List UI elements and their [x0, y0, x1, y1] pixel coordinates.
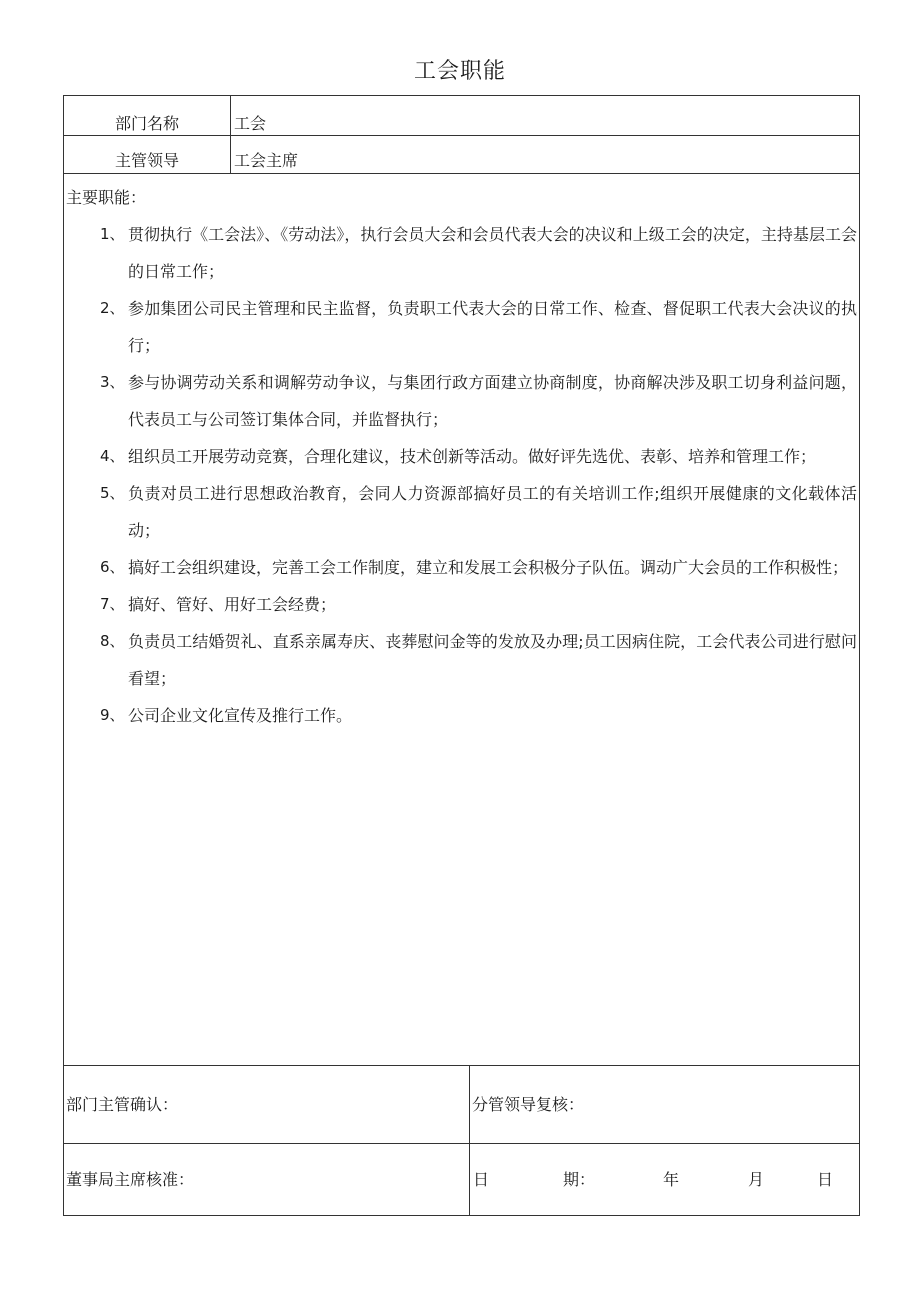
duty-form-table — [63, 95, 860, 1216]
duty-text: 公司企业文化宣传及推行工作。 — [128, 706, 353, 725]
chairman-approve-label: 董事局主席核准： — [66, 1170, 195, 1189]
duty-number: 9、 — [100, 706, 125, 724]
year-label: 年 — [663, 1170, 680, 1189]
date-label-day-char: 日 — [473, 1170, 490, 1189]
duty-item — [64, 438, 859, 475]
duty-number: 7、 — [100, 595, 125, 613]
duty-item — [64, 586, 859, 623]
department-name-value: 工会 — [234, 114, 267, 133]
duty-text: 贯彻执行《工会法》、《劳动法》，执行会员大会和会员代表大会的决议和上级工会的决定，主持基层工会的日常工作； — [128, 225, 857, 281]
duty-text: 参与协调劳动关系和调解劳动争议，与集团行政方面建立协商制度，协商解决涉及职工切身利益问题，代表员工与公司签订集体合同，并监督执行； — [128, 373, 857, 429]
department-row — [64, 96, 859, 136]
leader-row — [64, 136, 859, 174]
month-label: 月 — [748, 1170, 765, 1189]
main-duties-heading: 主要职能： — [66, 188, 147, 207]
duty-item — [64, 623, 859, 697]
approval-row — [64, 1144, 859, 1216]
duty-item — [64, 364, 859, 438]
division-leader-review-cell[interactable] — [470, 1066, 860, 1143]
duty-number: 5、 — [100, 484, 125, 502]
dept-head-confirm-cell[interactable] — [64, 1066, 470, 1143]
supervising-leader-value: 工会主席 — [234, 151, 299, 170]
duty-item — [64, 475, 859, 549]
document-title: 工会职能 — [413, 59, 506, 84]
confirmation-row — [64, 1066, 859, 1144]
duty-item — [64, 549, 859, 586]
duty-number: 4、 — [100, 447, 125, 465]
duty-number: 3、 — [100, 373, 125, 391]
division-leader-review-label: 分管领导复核： — [472, 1095, 585, 1114]
duty-number: 6、 — [100, 558, 125, 576]
supervising-leader-label: 主管领导 — [64, 136, 231, 173]
duty-item — [64, 216, 859, 290]
duty-item — [64, 290, 859, 364]
duty-text: 负责对员工进行思想政治教育，会同人力资源部搞好员工的有关培训工作;组织开展健康的文化载体活动； — [128, 484, 857, 540]
duty-text: 搞好、管好、用好工会经费； — [128, 595, 337, 614]
duty-number: 1、 — [100, 225, 125, 243]
date-cell[interactable] — [470, 1144, 860, 1216]
department-name-label: 部门名称 — [64, 96, 231, 135]
duty-text: 搞好工会组织建设，完善工会工作制度，建立和发展工会积极分子队伍。调动广大会员的工作积极性； — [128, 558, 849, 577]
duty-text: 参加集团公司民主管理和民主监督，负责职工代表大会的日常工作、检查、督促职工代表大会决议的执行； — [128, 299, 857, 355]
chairman-approve-cell[interactable] — [64, 1144, 470, 1216]
duty-text: 组织员工开展劳动竞赛，合理化建议，技术创新等活动。做好评先选优、表彰、培养和管理工作； — [128, 447, 817, 466]
day-label: 日 — [817, 1170, 834, 1189]
dept-head-confirm-label: 部门主管确认： — [66, 1095, 179, 1114]
date-label-period: 期： — [563, 1170, 596, 1189]
duty-number: 2、 — [100, 299, 125, 317]
main-duties-section — [64, 174, 859, 1066]
duty-number: 8、 — [100, 632, 125, 650]
duty-text: 负责员工结婚贺礼、直系亲属寿庆、丧葬慰问金等的发放及办理;员工因病住院，工会代表公司进行慰问看望； — [128, 632, 857, 688]
duty-item — [64, 697, 859, 734]
duty-list — [64, 216, 859, 734]
